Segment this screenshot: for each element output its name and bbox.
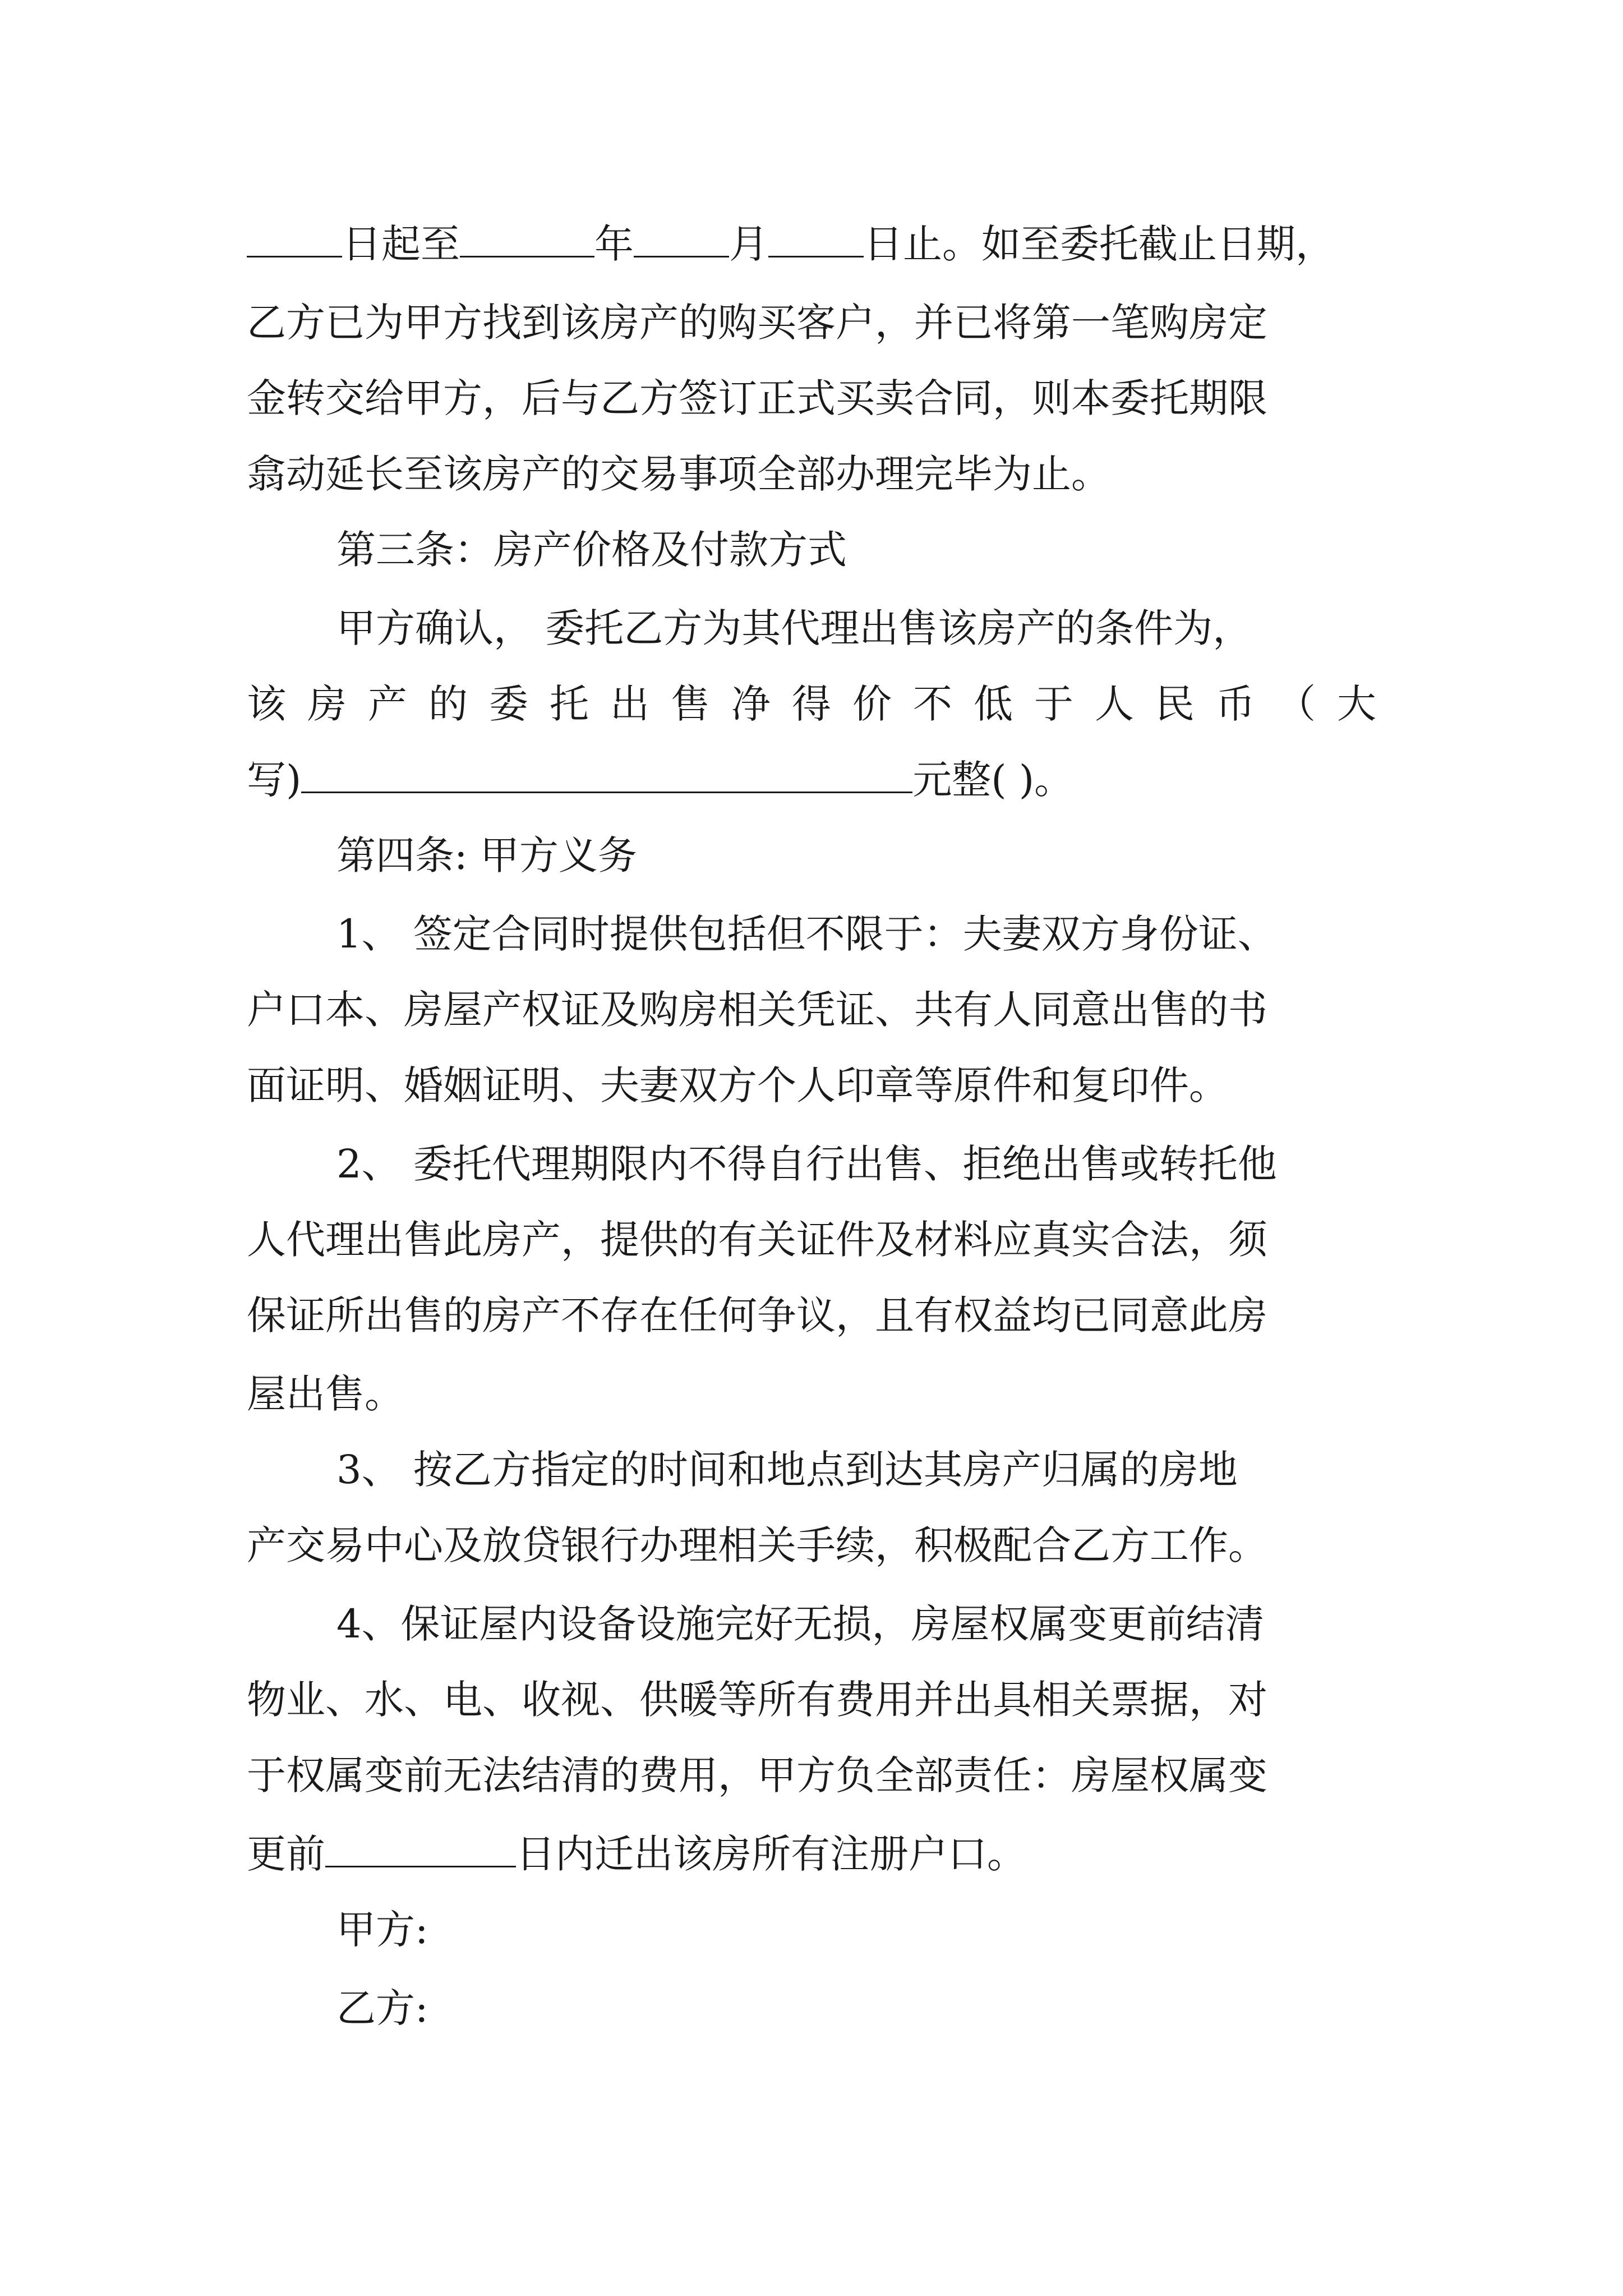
signature-party-a: 甲方: — [336, 1907, 428, 1953]
item-4-line-2: 物业、水、电、收视、供暖等所有费用并出具相关票据，对 — [247, 1677, 1267, 1723]
paragraph-1-line-4: 翕动延长至该房产的交易事项全部办理完毕为止。 — [247, 451, 1110, 497]
article-3-line-1: 甲方确认， 委托乙方为其代理出售该房产的条件为， — [336, 605, 1252, 651]
item-3-line-2: 产交易中心及放贷银行办理相关手续，积极配合乙方工作。 — [247, 1522, 1267, 1568]
item-2-line-1: 2、 委托代理期限内不得自行出售、拒绝出售或转托他 — [336, 1141, 1277, 1187]
item-3-line-1: 3、 按乙方指定的时间和地点到达其房产归属的房地 — [336, 1447, 1238, 1493]
text-move-out: 日内迁出该房所有注册户口。 — [516, 1831, 1026, 1877]
blank-day-start — [247, 221, 342, 257]
item-1-line-3: 面证明、婚姻证明、夫妻双方个人印章等原件和复印件。 — [247, 1062, 1228, 1108]
article-3-line-3 — [0, 754, 1623, 805]
article-4-heading: 第四条: 甲方义务 — [336, 832, 637, 878]
item-4-line-4 — [0, 1829, 1623, 1879]
paragraph-1-line-1 — [0, 219, 1623, 269]
blank-day-end — [768, 221, 864, 257]
signature-party-b: 乙方: — [336, 1985, 428, 2031]
text-yuan-zheng: 元整( )。 — [912, 757, 1074, 803]
item-4-line-1: 4、保证屋内设备设施完好无损，房屋权属变更前结清 — [336, 1601, 1265, 1647]
blank-month-end — [634, 221, 729, 257]
text-daxie: 写) — [247, 757, 302, 803]
text-date-until: 日止。如至委托截止日期， — [864, 221, 1335, 267]
item-1-line-2: 户口本、房屋产权证及购房相关凭证、共有人同意出售的书 — [247, 987, 1267, 1033]
text-year: 年 — [594, 221, 634, 267]
paragraph-1-line-2: 乙方已为甲方找到该房产的购买客户，并已将第一笔购房定 — [247, 300, 1267, 346]
item-2-line-2: 人代理出售此房产，提供的有关证件及材料应真实合法，须 — [247, 1217, 1267, 1263]
item-4-line-3: 于权属变前无法结清的费用，甲方负全部责任：房屋权属变 — [247, 1752, 1267, 1798]
text-date-from: 日起至 — [342, 221, 460, 267]
text-before-change: 更前 — [247, 1831, 325, 1877]
item-2-line-3: 保证所出售的房产不存在任何争议，且有权益均已同意此房 — [247, 1292, 1267, 1338]
item-1-line-1: 1、 签定合同时提供包括但不限于：夫妻双方身份证、 — [336, 911, 1277, 957]
article-3-heading: 第三条：房产价格及付款方式 — [336, 527, 847, 573]
text-month: 月 — [729, 221, 768, 267]
paragraph-1-line-3: 金转交给甲方，后与乙方签订正式买卖合同，则本委托期限 — [247, 375, 1267, 421]
blank-year-end — [460, 221, 594, 257]
article-3-line-2: 该房产的委托出售净得价不低于人民币（大 — [247, 681, 1398, 727]
item-2-line-4: 屋出售。 — [247, 1371, 404, 1417]
blank-days — [325, 1831, 516, 1867]
blank-price-amount — [301, 757, 912, 793]
